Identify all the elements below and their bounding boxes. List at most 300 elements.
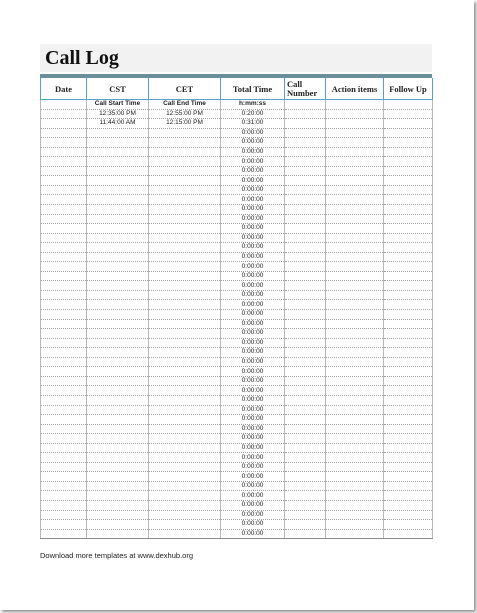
cell-date[interactable] bbox=[41, 453, 87, 463]
cell-end-time[interactable] bbox=[149, 233, 221, 243]
cell-action-items[interactable] bbox=[326, 109, 384, 119]
cell-start-time[interactable]: 11:44:00 AM bbox=[87, 119, 149, 129]
cell-action-items[interactable] bbox=[326, 252, 384, 262]
cell-total-time[interactable]: 0:00:00 bbox=[221, 243, 285, 253]
cell-end-time[interactable] bbox=[149, 224, 221, 234]
cell-action-items[interactable] bbox=[326, 224, 384, 234]
cell-action-items[interactable] bbox=[326, 329, 384, 339]
cell-call-number[interactable] bbox=[285, 176, 326, 186]
cell-call-number[interactable] bbox=[285, 281, 326, 291]
cell-total-time[interactable]: 0:00:00 bbox=[221, 128, 285, 138]
cell-action-items[interactable] bbox=[326, 290, 384, 300]
cell-total-time[interactable]: 0:00:00 bbox=[221, 185, 285, 195]
cell-call-number[interactable] bbox=[285, 443, 326, 453]
cell-start-time[interactable] bbox=[87, 357, 149, 367]
cell-call-number[interactable] bbox=[285, 147, 326, 157]
cell-end-time[interactable] bbox=[149, 348, 221, 358]
cell-start-time[interactable] bbox=[87, 147, 149, 157]
subheader-cst[interactable]: Call Start Time bbox=[87, 100, 149, 110]
cell-total-time[interactable]: 0:00:00 bbox=[221, 462, 285, 472]
cell-call-number[interactable] bbox=[285, 109, 326, 119]
cell-follow-up[interactable] bbox=[384, 290, 433, 300]
cell-call-number[interactable] bbox=[285, 386, 326, 396]
cell-total-time[interactable]: 0:00:00 bbox=[221, 500, 285, 510]
cell-end-time[interactable] bbox=[149, 472, 221, 482]
cell-date[interactable] bbox=[41, 357, 87, 367]
cell-call-number[interactable] bbox=[285, 462, 326, 472]
cell-follow-up[interactable] bbox=[384, 376, 433, 386]
cell-action-items[interactable] bbox=[326, 128, 384, 138]
cell-end-time[interactable] bbox=[149, 329, 221, 339]
cell-call-number[interactable] bbox=[285, 233, 326, 243]
cell-follow-up[interactable] bbox=[384, 348, 433, 358]
cell-end-time[interactable] bbox=[149, 147, 221, 157]
cell-call-number[interactable] bbox=[285, 434, 326, 444]
cell-end-time[interactable] bbox=[149, 195, 221, 205]
cell-date[interactable] bbox=[41, 338, 87, 348]
cell-start-time[interactable] bbox=[87, 395, 149, 405]
cell-follow-up[interactable] bbox=[384, 300, 433, 310]
cell-action-items[interactable] bbox=[326, 357, 384, 367]
cell-total-time[interactable]: 0:00:00 bbox=[221, 491, 285, 501]
cell-follow-up[interactable] bbox=[384, 166, 433, 176]
cell-total-time[interactable]: 0:31:00 bbox=[221, 119, 285, 129]
cell-date[interactable] bbox=[41, 214, 87, 224]
cell-total-time[interactable]: 0:00:00 bbox=[221, 386, 285, 396]
cell-action-items[interactable] bbox=[326, 147, 384, 157]
cell-total-time[interactable]: 0:00:00 bbox=[221, 262, 285, 272]
cell-start-time[interactable] bbox=[87, 386, 149, 396]
cell-action-items[interactable] bbox=[326, 386, 384, 396]
subheader-action-items[interactable] bbox=[326, 100, 384, 110]
cell-total-time[interactable]: 0:00:00 bbox=[221, 415, 285, 425]
cell-action-items[interactable] bbox=[326, 453, 384, 463]
cell-end-time[interactable] bbox=[149, 453, 221, 463]
cell-start-time[interactable]: 12:35:00 PM bbox=[87, 109, 149, 119]
cell-follow-up[interactable] bbox=[384, 415, 433, 425]
cell-total-time[interactable]: 0:00:00 bbox=[221, 481, 285, 491]
cell-action-items[interactable] bbox=[326, 214, 384, 224]
cell-end-time[interactable] bbox=[149, 520, 221, 530]
cell-start-time[interactable] bbox=[87, 138, 149, 148]
cell-date[interactable] bbox=[41, 491, 87, 501]
cell-follow-up[interactable] bbox=[384, 491, 433, 501]
cell-call-number[interactable] bbox=[285, 319, 326, 329]
cell-date[interactable] bbox=[41, 119, 87, 129]
cell-action-items[interactable] bbox=[326, 529, 384, 539]
cell-total-time[interactable]: 0:00:00 bbox=[221, 233, 285, 243]
cell-start-time[interactable] bbox=[87, 520, 149, 530]
cell-end-time[interactable] bbox=[149, 252, 221, 262]
cell-call-number[interactable] bbox=[285, 367, 326, 377]
cell-total-time[interactable]: 0:00:00 bbox=[221, 252, 285, 262]
cell-total-time[interactable]: 0:00:00 bbox=[221, 453, 285, 463]
cell-follow-up[interactable] bbox=[384, 157, 433, 167]
cell-follow-up[interactable] bbox=[384, 262, 433, 272]
cell-follow-up[interactable] bbox=[384, 233, 433, 243]
cell-follow-up[interactable] bbox=[384, 128, 433, 138]
cell-total-time[interactable]: 0:00:00 bbox=[221, 281, 285, 291]
cell-action-items[interactable] bbox=[326, 472, 384, 482]
cell-call-number[interactable] bbox=[285, 243, 326, 253]
cell-total-time[interactable]: 0:00:00 bbox=[221, 376, 285, 386]
cell-action-items[interactable] bbox=[326, 434, 384, 444]
cell-date[interactable] bbox=[41, 443, 87, 453]
cell-follow-up[interactable] bbox=[384, 176, 433, 186]
cell-total-time[interactable]: 0:00:00 bbox=[221, 529, 285, 539]
cell-end-time[interactable] bbox=[149, 128, 221, 138]
cell-total-time[interactable]: 0:00:00 bbox=[221, 300, 285, 310]
cell-action-items[interactable] bbox=[326, 138, 384, 148]
cell-action-items[interactable] bbox=[326, 319, 384, 329]
cell-start-time[interactable] bbox=[87, 367, 149, 377]
cell-date[interactable] bbox=[41, 300, 87, 310]
cell-start-time[interactable] bbox=[87, 529, 149, 539]
cell-end-time[interactable] bbox=[149, 443, 221, 453]
cell-call-number[interactable] bbox=[285, 252, 326, 262]
cell-start-time[interactable] bbox=[87, 233, 149, 243]
cell-follow-up[interactable] bbox=[384, 329, 433, 339]
cell-end-time[interactable] bbox=[149, 338, 221, 348]
cell-follow-up[interactable] bbox=[384, 185, 433, 195]
cell-date[interactable] bbox=[41, 271, 87, 281]
cell-follow-up[interactable] bbox=[384, 424, 433, 434]
cell-date[interactable] bbox=[41, 252, 87, 262]
cell-total-time[interactable]: 0:00:00 bbox=[221, 510, 285, 520]
cell-total-time[interactable]: 0:00:00 bbox=[221, 443, 285, 453]
cell-start-time[interactable] bbox=[87, 491, 149, 501]
cell-date[interactable] bbox=[41, 348, 87, 358]
cell-start-time[interactable] bbox=[87, 281, 149, 291]
cell-total-time[interactable]: 0:00:00 bbox=[221, 319, 285, 329]
cell-total-time[interactable]: 0:00:00 bbox=[221, 195, 285, 205]
cell-follow-up[interactable] bbox=[384, 443, 433, 453]
cell-call-number[interactable] bbox=[285, 481, 326, 491]
cell-date[interactable] bbox=[41, 434, 87, 444]
cell-end-time[interactable] bbox=[149, 271, 221, 281]
cell-total-time[interactable]: 0:00:00 bbox=[221, 472, 285, 482]
cell-action-items[interactable] bbox=[326, 185, 384, 195]
cell-call-number[interactable] bbox=[285, 195, 326, 205]
subheader-follow-up[interactable] bbox=[384, 100, 433, 110]
cell-start-time[interactable] bbox=[87, 185, 149, 195]
cell-call-number[interactable] bbox=[285, 205, 326, 215]
cell-call-number[interactable] bbox=[285, 157, 326, 167]
cell-end-time[interactable] bbox=[149, 434, 221, 444]
cell-action-items[interactable] bbox=[326, 481, 384, 491]
cell-start-time[interactable] bbox=[87, 310, 149, 320]
cell-date[interactable] bbox=[41, 405, 87, 415]
cell-call-number[interactable] bbox=[285, 271, 326, 281]
subheader-cet[interactable]: Call End Time bbox=[149, 100, 221, 110]
cell-start-time[interactable] bbox=[87, 462, 149, 472]
cell-end-time[interactable] bbox=[149, 176, 221, 186]
cell-follow-up[interactable] bbox=[384, 138, 433, 148]
cell-start-time[interactable] bbox=[87, 472, 149, 482]
cell-total-time[interactable]: 0:00:00 bbox=[221, 434, 285, 444]
cell-date[interactable] bbox=[41, 176, 87, 186]
cell-end-time[interactable] bbox=[149, 281, 221, 291]
cell-end-time[interactable] bbox=[149, 415, 221, 425]
cell-end-time[interactable] bbox=[149, 138, 221, 148]
cell-end-time[interactable] bbox=[149, 290, 221, 300]
cell-total-time[interactable]: 0:00:00 bbox=[221, 147, 285, 157]
cell-start-time[interactable] bbox=[87, 224, 149, 234]
cell-total-time[interactable]: 0:00:00 bbox=[221, 338, 285, 348]
cell-total-time[interactable]: 0:00:00 bbox=[221, 166, 285, 176]
cell-date[interactable] bbox=[41, 529, 87, 539]
cell-action-items[interactable] bbox=[326, 500, 384, 510]
subheader-total-time[interactable]: h:mm:ss bbox=[221, 100, 285, 110]
cell-date[interactable] bbox=[41, 395, 87, 405]
cell-date[interactable] bbox=[41, 147, 87, 157]
cell-follow-up[interactable] bbox=[384, 147, 433, 157]
cell-call-number[interactable] bbox=[285, 357, 326, 367]
cell-date[interactable] bbox=[41, 329, 87, 339]
cell-call-number[interactable] bbox=[285, 138, 326, 148]
cell-date[interactable] bbox=[41, 109, 87, 119]
cell-total-time[interactable]: 0:00:00 bbox=[221, 271, 285, 281]
cell-start-time[interactable] bbox=[87, 424, 149, 434]
cell-start-time[interactable] bbox=[87, 243, 149, 253]
cell-follow-up[interactable] bbox=[384, 338, 433, 348]
cell-start-time[interactable] bbox=[87, 434, 149, 444]
cell-follow-up[interactable] bbox=[384, 224, 433, 234]
cell-follow-up[interactable] bbox=[384, 243, 433, 253]
cell-follow-up[interactable] bbox=[384, 310, 433, 320]
cell-action-items[interactable] bbox=[326, 367, 384, 377]
cell-action-items[interactable] bbox=[326, 243, 384, 253]
cell-call-number[interactable] bbox=[285, 348, 326, 358]
cell-action-items[interactable] bbox=[326, 405, 384, 415]
cell-date[interactable] bbox=[41, 500, 87, 510]
cell-call-number[interactable] bbox=[285, 529, 326, 539]
cell-date[interactable] bbox=[41, 281, 87, 291]
cell-action-items[interactable] bbox=[326, 520, 384, 530]
cell-date[interactable] bbox=[41, 376, 87, 386]
cell-follow-up[interactable] bbox=[384, 462, 433, 472]
cell-total-time[interactable]: 0:00:00 bbox=[221, 214, 285, 224]
cell-start-time[interactable] bbox=[87, 348, 149, 358]
cell-end-time[interactable] bbox=[149, 310, 221, 320]
cell-end-time[interactable] bbox=[149, 481, 221, 491]
cell-action-items[interactable] bbox=[326, 205, 384, 215]
cell-follow-up[interactable] bbox=[384, 500, 433, 510]
cell-end-time[interactable] bbox=[149, 376, 221, 386]
cell-action-items[interactable] bbox=[326, 300, 384, 310]
cell-action-items[interactable] bbox=[326, 424, 384, 434]
cell-total-time[interactable]: 0:00:00 bbox=[221, 329, 285, 339]
cell-call-number[interactable] bbox=[285, 290, 326, 300]
cell-end-time[interactable] bbox=[149, 491, 221, 501]
cell-start-time[interactable] bbox=[87, 443, 149, 453]
cell-action-items[interactable] bbox=[326, 415, 384, 425]
cell-action-items[interactable] bbox=[326, 348, 384, 358]
cell-follow-up[interactable] bbox=[384, 367, 433, 377]
subheader-call-number[interactable] bbox=[285, 100, 326, 110]
cell-date[interactable] bbox=[41, 157, 87, 167]
cell-date[interactable] bbox=[41, 415, 87, 425]
cell-start-time[interactable] bbox=[87, 205, 149, 215]
cell-follow-up[interactable] bbox=[384, 205, 433, 215]
cell-call-number[interactable] bbox=[285, 405, 326, 415]
cell-action-items[interactable] bbox=[326, 281, 384, 291]
cell-call-number[interactable] bbox=[285, 510, 326, 520]
cell-end-time[interactable] bbox=[149, 386, 221, 396]
cell-follow-up[interactable] bbox=[384, 529, 433, 539]
cell-end-time[interactable]: 12:55:00 PM bbox=[149, 109, 221, 119]
cell-end-time[interactable] bbox=[149, 300, 221, 310]
cell-end-time[interactable] bbox=[149, 500, 221, 510]
cell-start-time[interactable] bbox=[87, 500, 149, 510]
cell-action-items[interactable] bbox=[326, 166, 384, 176]
cell-end-time[interactable] bbox=[149, 367, 221, 377]
cell-start-time[interactable] bbox=[87, 415, 149, 425]
cell-start-time[interactable] bbox=[87, 214, 149, 224]
cell-total-time[interactable]: 0:00:00 bbox=[221, 520, 285, 530]
cell-start-time[interactable] bbox=[87, 290, 149, 300]
cell-action-items[interactable] bbox=[326, 119, 384, 129]
cell-date[interactable] bbox=[41, 138, 87, 148]
cell-total-time[interactable]: 0:00:00 bbox=[221, 138, 285, 148]
cell-action-items[interactable] bbox=[326, 176, 384, 186]
cell-total-time[interactable]: 0:00:00 bbox=[221, 424, 285, 434]
cell-end-time[interactable] bbox=[149, 462, 221, 472]
cell-date[interactable] bbox=[41, 205, 87, 215]
cell-start-time[interactable] bbox=[87, 510, 149, 520]
cell-call-number[interactable] bbox=[285, 119, 326, 129]
cell-action-items[interactable] bbox=[326, 195, 384, 205]
cell-date[interactable] bbox=[41, 520, 87, 530]
cell-call-number[interactable] bbox=[285, 214, 326, 224]
cell-date[interactable] bbox=[41, 510, 87, 520]
cell-call-number[interactable] bbox=[285, 185, 326, 195]
cell-call-number[interactable] bbox=[285, 395, 326, 405]
cell-date[interactable] bbox=[41, 262, 87, 272]
cell-action-items[interactable] bbox=[326, 233, 384, 243]
cell-start-time[interactable] bbox=[87, 176, 149, 186]
cell-end-time[interactable] bbox=[149, 166, 221, 176]
cell-total-time[interactable]: 0:00:00 bbox=[221, 157, 285, 167]
cell-total-time[interactable]: 0:00:00 bbox=[221, 348, 285, 358]
cell-call-number[interactable] bbox=[285, 310, 326, 320]
cell-start-time[interactable] bbox=[87, 252, 149, 262]
cell-date[interactable] bbox=[41, 462, 87, 472]
cell-action-items[interactable] bbox=[326, 376, 384, 386]
cell-start-time[interactable] bbox=[87, 271, 149, 281]
cell-date[interactable] bbox=[41, 367, 87, 377]
cell-total-time[interactable]: 0:00:00 bbox=[221, 405, 285, 415]
cell-end-time[interactable] bbox=[149, 262, 221, 272]
cell-total-time[interactable]: 0:00:00 bbox=[221, 224, 285, 234]
cell-follow-up[interactable] bbox=[384, 195, 433, 205]
cell-follow-up[interactable] bbox=[384, 281, 433, 291]
cell-end-time[interactable] bbox=[149, 395, 221, 405]
cell-start-time[interactable] bbox=[87, 376, 149, 386]
cell-call-number[interactable] bbox=[285, 262, 326, 272]
cell-action-items[interactable] bbox=[326, 395, 384, 405]
subheader-date[interactable] bbox=[41, 100, 87, 110]
cell-total-time[interactable]: 0:00:00 bbox=[221, 205, 285, 215]
cell-date[interactable] bbox=[41, 472, 87, 482]
cell-call-number[interactable] bbox=[285, 424, 326, 434]
cell-follow-up[interactable] bbox=[384, 434, 433, 444]
cell-start-time[interactable] bbox=[87, 300, 149, 310]
cell-date[interactable] bbox=[41, 481, 87, 491]
cell-call-number[interactable] bbox=[285, 300, 326, 310]
cell-end-time[interactable] bbox=[149, 529, 221, 539]
cell-follow-up[interactable] bbox=[384, 271, 433, 281]
cell-end-time[interactable] bbox=[149, 405, 221, 415]
cell-end-time[interactable] bbox=[149, 243, 221, 253]
cell-follow-up[interactable] bbox=[384, 386, 433, 396]
cell-action-items[interactable] bbox=[326, 262, 384, 272]
cell-call-number[interactable] bbox=[285, 415, 326, 425]
cell-end-time[interactable] bbox=[149, 319, 221, 329]
cell-date[interactable] bbox=[41, 233, 87, 243]
cell-date[interactable] bbox=[41, 319, 87, 329]
cell-action-items[interactable] bbox=[326, 491, 384, 501]
cell-end-time[interactable] bbox=[149, 185, 221, 195]
cell-date[interactable] bbox=[41, 310, 87, 320]
cell-end-time[interactable] bbox=[149, 357, 221, 367]
cell-action-items[interactable] bbox=[326, 310, 384, 320]
cell-date[interactable] bbox=[41, 185, 87, 195]
cell-date[interactable] bbox=[41, 290, 87, 300]
cell-action-items[interactable] bbox=[326, 338, 384, 348]
cell-call-number[interactable] bbox=[285, 500, 326, 510]
cell-call-number[interactable] bbox=[285, 472, 326, 482]
cell-date[interactable] bbox=[41, 386, 87, 396]
cell-call-number[interactable] bbox=[285, 376, 326, 386]
cell-date[interactable] bbox=[41, 424, 87, 434]
cell-start-time[interactable] bbox=[87, 195, 149, 205]
cell-end-time[interactable] bbox=[149, 157, 221, 167]
cell-end-time[interactable]: 12:15:00 PM bbox=[149, 119, 221, 129]
cell-end-time[interactable] bbox=[149, 205, 221, 215]
cell-follow-up[interactable] bbox=[384, 510, 433, 520]
cell-start-time[interactable] bbox=[87, 453, 149, 463]
cell-follow-up[interactable] bbox=[384, 357, 433, 367]
cell-action-items[interactable] bbox=[326, 443, 384, 453]
cell-total-time[interactable]: 0:00:00 bbox=[221, 367, 285, 377]
cell-date[interactable] bbox=[41, 166, 87, 176]
cell-start-time[interactable] bbox=[87, 319, 149, 329]
cell-start-time[interactable] bbox=[87, 262, 149, 272]
cell-call-number[interactable] bbox=[285, 166, 326, 176]
cell-follow-up[interactable] bbox=[384, 252, 433, 262]
cell-total-time[interactable]: 0:00:00 bbox=[221, 176, 285, 186]
cell-action-items[interactable] bbox=[326, 271, 384, 281]
cell-follow-up[interactable] bbox=[384, 481, 433, 491]
cell-total-time[interactable]: 0:20:00 bbox=[221, 109, 285, 119]
cell-follow-up[interactable] bbox=[384, 453, 433, 463]
cell-follow-up[interactable] bbox=[384, 109, 433, 119]
cell-date[interactable] bbox=[41, 224, 87, 234]
cell-follow-up[interactable] bbox=[384, 119, 433, 129]
cell-follow-up[interactable] bbox=[384, 472, 433, 482]
cell-call-number[interactable] bbox=[285, 224, 326, 234]
cell-action-items[interactable] bbox=[326, 462, 384, 472]
cell-total-time[interactable]: 0:00:00 bbox=[221, 310, 285, 320]
cell-follow-up[interactable] bbox=[384, 214, 433, 224]
cell-call-number[interactable] bbox=[285, 128, 326, 138]
cell-start-time[interactable] bbox=[87, 338, 149, 348]
cell-call-number[interactable] bbox=[285, 338, 326, 348]
cell-start-time[interactable] bbox=[87, 405, 149, 415]
cell-total-time[interactable]: 0:00:00 bbox=[221, 395, 285, 405]
cell-action-items[interactable] bbox=[326, 157, 384, 167]
